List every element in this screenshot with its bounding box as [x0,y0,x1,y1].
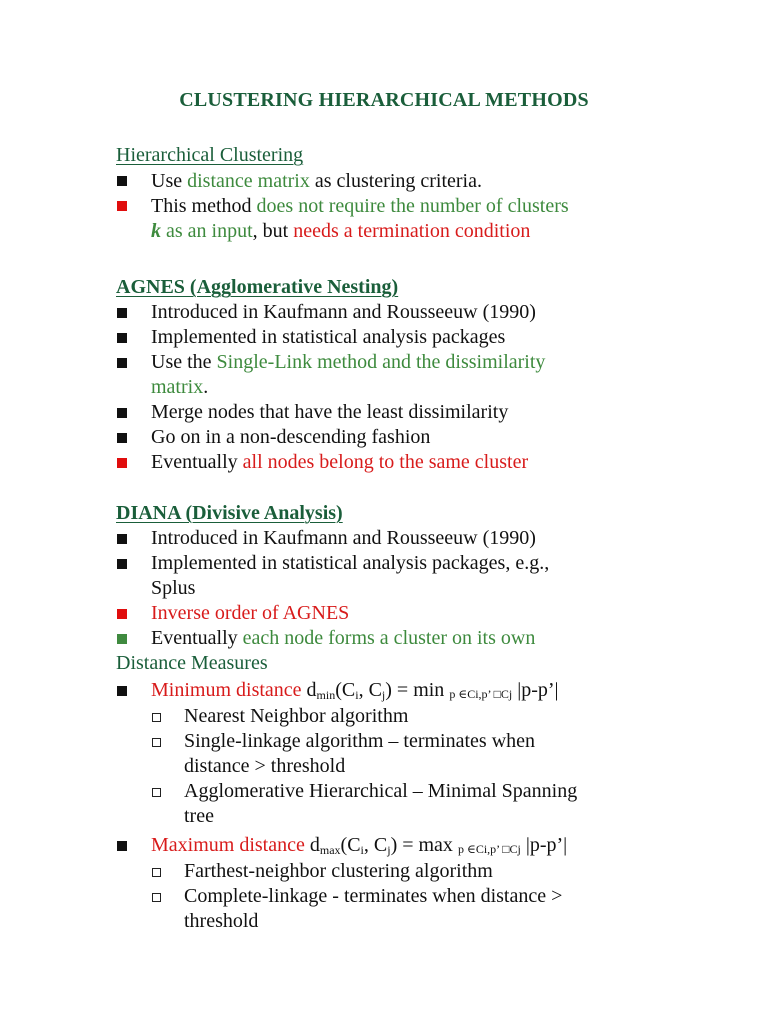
black-square-bullet-icon [117,176,127,186]
list-item-continuation: k as an input, but needs a termination condition [151,220,531,242]
black-square-bullet-icon [117,433,127,443]
list-item: Implemented in statistical analysis packages [151,326,506,348]
sub-list-item: Complete-linkage - terminates when distance > [184,885,563,907]
list-item: Introduced in Kaufmann and Rousseeuw (1990) [151,301,536,323]
section-heading-distance-measures: Distance Measures [116,652,268,674]
hollow-square-bullet-icon [152,893,161,902]
sub-list-item: Farthest-neighbor clustering algorithm [184,860,493,882]
page-title: CLUSTERING HIERARCHICAL METHODS [179,89,589,111]
black-square-bullet-icon [117,534,127,544]
hollow-square-bullet-icon [152,738,161,747]
sub-list-item-continuation: threshold [184,910,259,932]
list-item: Eventually each node forms a cluster on its own [151,627,536,649]
formula-max: $d_{max}(C_i$, $C_j) = \max p$ ∈Ci,p’ □Cj |p-p’| [309,834,568,857]
list-item: Use distance matrix as clustering criteria. [151,170,482,192]
hollow-square-bullet-icon [152,713,161,722]
list-item: Inverse order of AGNES [151,602,350,624]
list-item: Go on in a non-descending fashion [151,426,431,448]
sub-list-item-continuation: distance > threshold [184,755,346,777]
list-item-continuation: Splus [151,577,196,599]
formula-min: $d_{min}(C_i$, $C_j) = \min p$ ∈Ci,p’ □Cj |p-p’| [306,679,559,702]
hollow-square-bullet-icon [152,868,161,877]
list-item: Implemented in statistical analysis packages, e.g., [151,552,550,574]
hollow-square-bullet-icon [152,788,161,797]
green-square-bullet-icon [117,634,127,644]
sub-list-item: Nearest Neighbor algorithm [184,705,409,727]
list-item: This method does not require the number of clusters [151,195,569,217]
list-item: Introduced in Kaufmann and Rousseeuw (1990) [151,527,536,549]
red-square-bullet-icon [117,201,127,211]
section-heading-agnes: AGNES (Agglomerative Nesting) [116,276,399,298]
black-square-bullet-icon [117,408,127,418]
sub-list-item: Single-linkage algorithm – terminates when [184,730,536,752]
sub-list-item: Agglomerative Hierarchical – Minimal Spanning [184,780,578,802]
section-heading-hierarchical-clustering: Hierarchical Clustering [116,144,304,166]
section-heading-diana: DIANA (Divisive Analysis) [116,502,343,524]
list-item: Use the Single-Link method and the dissimilarity [151,351,546,373]
black-square-bullet-icon [117,686,127,696]
black-square-bullet-icon [117,559,127,569]
black-square-bullet-icon [117,841,127,851]
list-item-continuation: matrix. [151,376,209,398]
list-item-minimum-distance: Minimum distance $d_{min}(C_i$, $C_j) = \min p$ ∈Ci,p’ □Cj |p-p’| [151,679,559,702]
red-square-bullet-icon [117,609,127,619]
list-item: Eventually all nodes belong to the same cluster [151,451,529,473]
list-item-maximum-distance: Maximum distance $d_{max}(C_i$, $C_j) = \max p$ ∈Ci,p’ □Cj |p-p’| [151,834,568,857]
black-square-bullet-icon [117,333,127,343]
list-item: Merge nodes that have the least dissimilarity [151,401,509,423]
red-square-bullet-icon [117,458,127,468]
sub-list-item-continuation: tree [184,805,214,827]
black-square-bullet-icon [117,308,127,318]
black-square-bullet-icon [117,358,127,368]
